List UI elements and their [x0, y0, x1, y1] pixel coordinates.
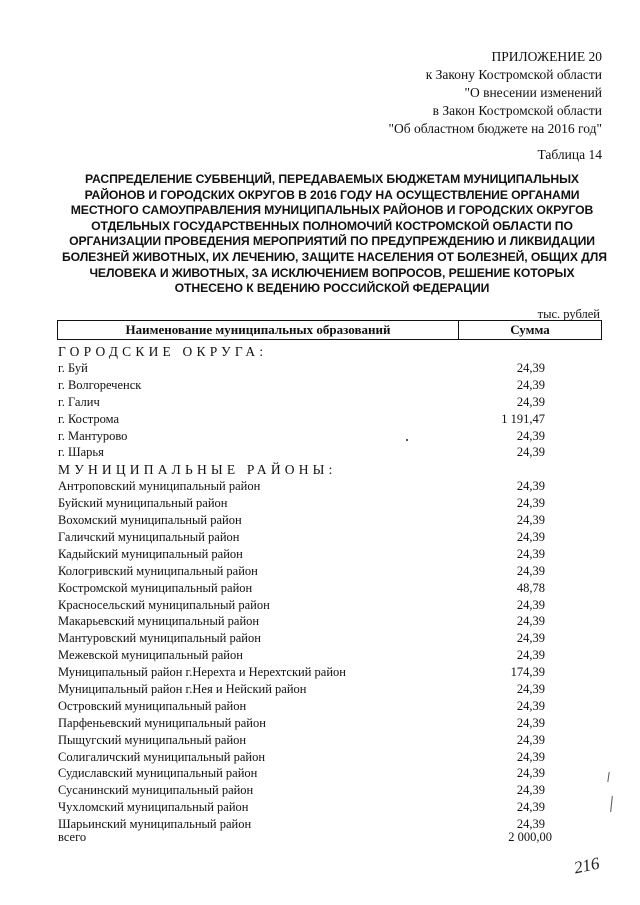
table-row [57, 664, 602, 681]
amount-value: 24,39 [516, 597, 545, 612]
table-row [57, 765, 602, 782]
handwritten-page-number: 216 [572, 853, 602, 878]
amount-value: 24,39 [516, 428, 545, 443]
table-row [57, 681, 602, 698]
section-heading: ГОРОДСКИЕ ОКРУГА: [58, 344, 268, 359]
municipality-name: г. Волгореченск [58, 377, 142, 392]
table-row [57, 597, 602, 614]
table-row [57, 512, 602, 529]
amount-value: 24,39 [516, 817, 545, 832]
municipality-name: Антроповский муниципальный район [58, 479, 261, 494]
title-line: ЧЕЛОВЕКА И ЖИВОТНЫХ, ЗА ИСКЛЮЧЕНИЕМ ВОПРОСОВ, РЕШЕНИЕ КОТОРЫХ [89, 265, 575, 280]
total-label: всего [58, 830, 87, 844]
table-body [57, 343, 602, 833]
municipality-name: Солигаличский муниципальный район [58, 749, 266, 764]
column-header-name: Наименование муниципальных образований [58, 321, 459, 339]
table-row [57, 394, 602, 411]
municipality-name: Парфеньевский муниципальный район [58, 715, 266, 730]
municipality-name: Вохомский муниципальный район [58, 513, 242, 528]
municipality-name: г. Кострома [58, 411, 120, 426]
table-row [57, 647, 602, 664]
table-row [57, 698, 602, 715]
amount-value: 24,39 [516, 563, 545, 578]
amount-value: 1 191,47 [501, 411, 545, 426]
amount-value: 24,39 [516, 800, 545, 815]
amount-value: 24,39 [516, 479, 545, 494]
amount-value: 24,39 [516, 361, 545, 375]
amount-value: 24,39 [516, 749, 545, 764]
table-row [57, 732, 602, 749]
amount-value: 24,39 [516, 377, 545, 392]
amount-value: 24,39 [516, 394, 545, 409]
municipality-name: Шарьинский муниципальный район [58, 817, 252, 832]
title-line: РАЙОНОВ И ГОРОДСКИХ ОКРУГОВ В 2016 ГОДУ НА ОСУЩЕСТВЛЕНИЕ ОРГАНАМИ [84, 187, 580, 202]
title-line: РАСПРЕДЕЛЕНИЕ СУБВЕНЦИЙ, ПЕРЕДАВАЕМЫХ БЮДЖЕТАМ МУНИЦИПАЛЬНЫХ [85, 172, 579, 186]
amount-value: 24,39 [516, 631, 545, 646]
municipality-name: Сусанинский муниципальный район [58, 783, 254, 798]
scan-mark [607, 772, 609, 782]
table-row [57, 444, 602, 461]
municipality-name: Пыщугский муниципальный район [58, 732, 247, 747]
amount-value: 24,39 [516, 648, 545, 663]
table-row [57, 580, 602, 597]
municipality-name: Буйский муниципальный район [58, 496, 228, 511]
title-line: БОЛЕЗНЕЙ ЖИВОТНЫХ, ИХ ЛЕЧЕНИЮ, ЗАЩИТЕ НАСЕЛЕНИЯ ОТ БОЛЕЗНЕЙ, ОБЩИХ ДЛЯ [62, 249, 607, 264]
table-row [57, 411, 602, 428]
amount-value: 24,39 [516, 732, 545, 747]
table-row [57, 630, 602, 647]
table-row [57, 377, 602, 394]
amount-value: 48,78 [516, 580, 545, 595]
table-row [57, 478, 602, 495]
municipality-name: Судиславский муниципальный район [58, 766, 258, 781]
municipality-name: Костромской муниципальный район [58, 580, 253, 595]
table-row [57, 529, 602, 546]
title-line: ОРГАНИЗАЦИИ ПРОВЕДЕНИЯ МЕРОПРИЯТИЙ ПО ПРЕДУПРЕЖДЕНИЮ И ЛИКВИДАЦИИ [69, 234, 595, 249]
appendix-number: ПРИЛОЖЕНИЕ 20 [491, 49, 602, 64]
amount-value: 24,39 [516, 698, 545, 713]
amount-value: 24,39 [516, 783, 545, 798]
amount-value: 24,39 [516, 445, 545, 460]
municipality-name: Кологривский муниципальный район [58, 563, 258, 578]
municipality-name: Галичский муниципальный район [58, 530, 240, 545]
table-row [57, 799, 602, 816]
table-row [57, 495, 602, 512]
amount-value: 24,39 [516, 715, 545, 730]
municipality-name: г. Мантурово [58, 428, 128, 443]
table-row [57, 360, 602, 377]
column-header-sum: Сумма [510, 322, 550, 337]
table-row [57, 715, 602, 732]
municipality-name: Красносельский муниципальный район [58, 597, 270, 612]
title-line: ОТДЕЛЬНЫХ ГОСУДАРСТВЕННЫХ ПОЛНОМОЧИЙ КОСТРОМСКОЙ ОБЛАСТИ ПО [91, 218, 573, 233]
total-row [58, 830, 603, 848]
amount-value: 24,39 [516, 513, 545, 528]
municipality-name: г. Буй [58, 361, 88, 375]
amount-value: 24,39 [516, 530, 545, 545]
table-row [57, 428, 602, 445]
amount-value: 24,39 [516, 496, 545, 511]
municipality-name: г. Шарья [58, 445, 104, 460]
scan-speck [406, 439, 408, 441]
municipality-name: Мантуровский муниципальный район [58, 631, 261, 646]
table-row [57, 749, 602, 766]
table-row [57, 782, 602, 799]
unit-label: тыс. рублей [537, 307, 600, 321]
title-line: ОТНЕСЕНО К ВЕДЕНИЮ РОССИЙСКОЙ ФЕДЕРАЦИИ [174, 281, 490, 296]
amount-value: 24,39 [516, 614, 545, 629]
appendix-law-ref: к Закону Костромской области [425, 67, 602, 82]
municipality-name: Островский муниципальный район [58, 698, 247, 713]
amount-value: 24,39 [516, 766, 545, 781]
municipality-name: Муниципальный район г.Нерехта и Нерехтский район [58, 665, 346, 680]
table-row [57, 563, 602, 580]
municipality-name: Кадыйский муниципальный район [58, 546, 243, 561]
appendix-amendment: "О внесении изменений [464, 85, 602, 100]
municipality-name: Макарьевский муниципальный район [58, 614, 260, 629]
appendix-block [389, 48, 603, 138]
amount-value: 24,39 [516, 546, 545, 561]
table-row [57, 613, 602, 630]
document-title [62, 172, 607, 297]
appendix-law: в Закон Костромской области [432, 103, 602, 118]
amount-value: 174,39 [510, 665, 545, 680]
municipality-name: г. Галич [58, 394, 100, 409]
amount-value: 24,39 [516, 682, 545, 697]
municipality-name: Муниципальный район г.Нея и Нейский район [58, 682, 307, 697]
table-header [57, 320, 602, 340]
scan-mark [610, 796, 613, 812]
table-number: Таблица 14 [537, 147, 602, 162]
section-heading: МУНИЦИПАЛЬНЫЕ РАЙОНЫ: [58, 462, 337, 478]
appendix-budget: "Об областном бюджете на 2016 год" [388, 121, 602, 136]
table-row [57, 546, 602, 563]
municipality-name: Межевской муниципальный район [58, 648, 243, 663]
title-line: МЕСТНОГО САМОУПРАВЛЕНИЯ МУНИЦИПАЛЬНЫХ РАЙОНОВ И ГОРОДСКИХ ОКРУГОВ [70, 203, 594, 218]
total-value: 2 000,00 [508, 830, 552, 844]
municipality-name: Чухломский муниципальный район [58, 800, 249, 815]
